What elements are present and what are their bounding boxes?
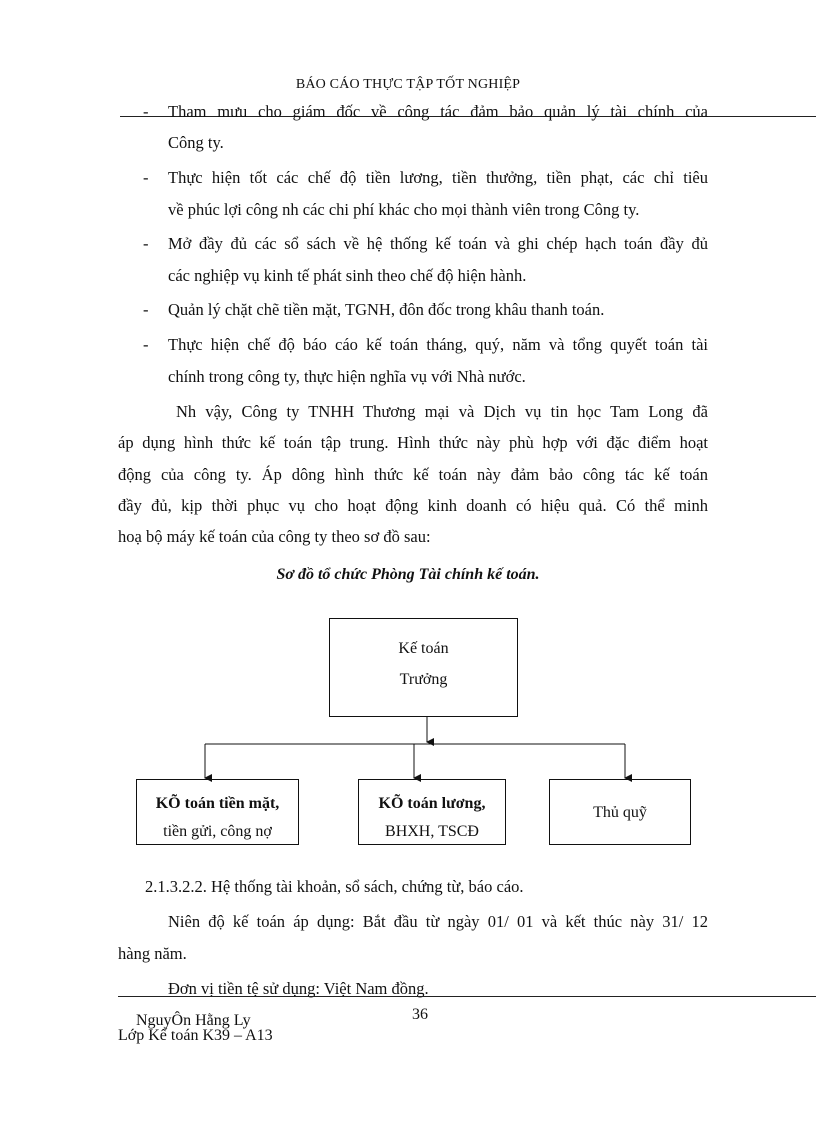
footer-class: Lớp Kế toán K39 – A13 <box>118 1027 273 1044</box>
cash-accountant-box <box>136 779 299 845</box>
page-header: BÁO CÁO THỰC TẬP TỐT NGHIỆP <box>295 77 521 92</box>
bullet-marker: - <box>143 300 149 319</box>
bullet-2-line-1: Thực hiện tốt các chế độ tiền lương, tiền thưởng, tiền phạt, các chỉ tiêu <box>168 168 708 187</box>
paragraph-line-4: đầy đủ, kịp thời phục vụ cho hoạt động kinh doanh có hiệu quả. Có thể minh <box>118 496 708 515</box>
payroll-accountant-line-1: KÕ toán lương, <box>378 795 486 812</box>
paragraph-line-5: hoạ bộ máy kế toán của công ty theo sơ đồ sau: <box>118 527 431 546</box>
paragraph-line-2: áp dụng hình thức kế toán tập trung. Hình thức này phù hợp với đặc điểm hoạt <box>118 433 708 452</box>
treasurer-label: Thủ quỹ <box>593 804 647 821</box>
cash-accountant-line-1: KÕ toán tiền mặt, <box>155 795 280 812</box>
bullet-2-line-2: về phúc lợi công nh các chi phí khác cho mọi thành viên trong Công ty. <box>168 200 640 219</box>
treasurer-box <box>549 779 691 845</box>
footer-rule <box>118 996 816 997</box>
chief-accountant-line-2: Trưởng <box>399 671 448 688</box>
fiscal-year-line-1: Niên độ kế toán áp dụng: Bắt đầu từ ngày 01/ 01 và kết thúc này 31/ 12 <box>168 912 708 931</box>
payroll-accountant-line-2: BHXH, TSCĐ <box>385 823 479 840</box>
payroll-accountant-box <box>358 779 506 845</box>
cash-accountant-line-2: tiền gửi, công nợ <box>163 823 272 840</box>
bullet-1-line-2: Công ty. <box>168 133 224 152</box>
paragraph-line-1: Nh vậy, Công ty TNHH Thương mại và Dịch vụ tin học Tam Long đã <box>176 402 708 421</box>
fiscal-year-line-2: hàng năm. <box>118 944 187 963</box>
bullet-4-line-1: Quản lý chặt chẽ tiền mặt, TGNH, đôn đốc trong khâu thanh toán. <box>168 300 605 319</box>
footer-author: NguyÔn Hằng Ly <box>136 1012 251 1029</box>
diagram-title: Sơ đồ tổ chức Phòng Tài chính kế toán. <box>276 566 540 583</box>
bullet-3-line-1: Mở đầy đủ các sổ sách về hệ thống kế toán và ghi chép hạch toán đầy đủ <box>168 234 708 253</box>
chief-accountant-line-1: Kế toán <box>398 640 449 657</box>
paragraph-line-3: động của công ty. Áp dông hình thức kế toán này đảm bảo công tác kế toán <box>118 465 708 484</box>
bullet-3-line-2: các nghiệp vụ kinh tế phát sinh theo chế độ hiện hành. <box>168 266 527 285</box>
bullet-5-line-2: chính trong công ty, thực hiện nghĩa vụ với Nhà nước. <box>168 367 526 386</box>
page-number: 36 <box>412 1006 428 1023</box>
bullet-1-line-1: Tham mưu cho giám đốc về công tác đảm bảo quản lý tài chính của <box>168 102 708 121</box>
currency-line: Đơn vị tiền tệ sử dụng: Việt Nam đồng. <box>168 979 429 998</box>
bullet-5-line-1: Thực hiện chế độ báo cáo kế toán tháng, quý, năm và tổng quyết toán tài <box>168 335 708 354</box>
section-heading: 2.1.3.2.2. Hệ thống tài khoản, sổ sách, chứng từ, báo cáo. <box>145 877 524 896</box>
bullet-marker: - <box>143 102 149 121</box>
bullet-marker: - <box>143 335 149 354</box>
bullet-marker: - <box>143 168 149 187</box>
bullet-marker: - <box>143 234 149 253</box>
